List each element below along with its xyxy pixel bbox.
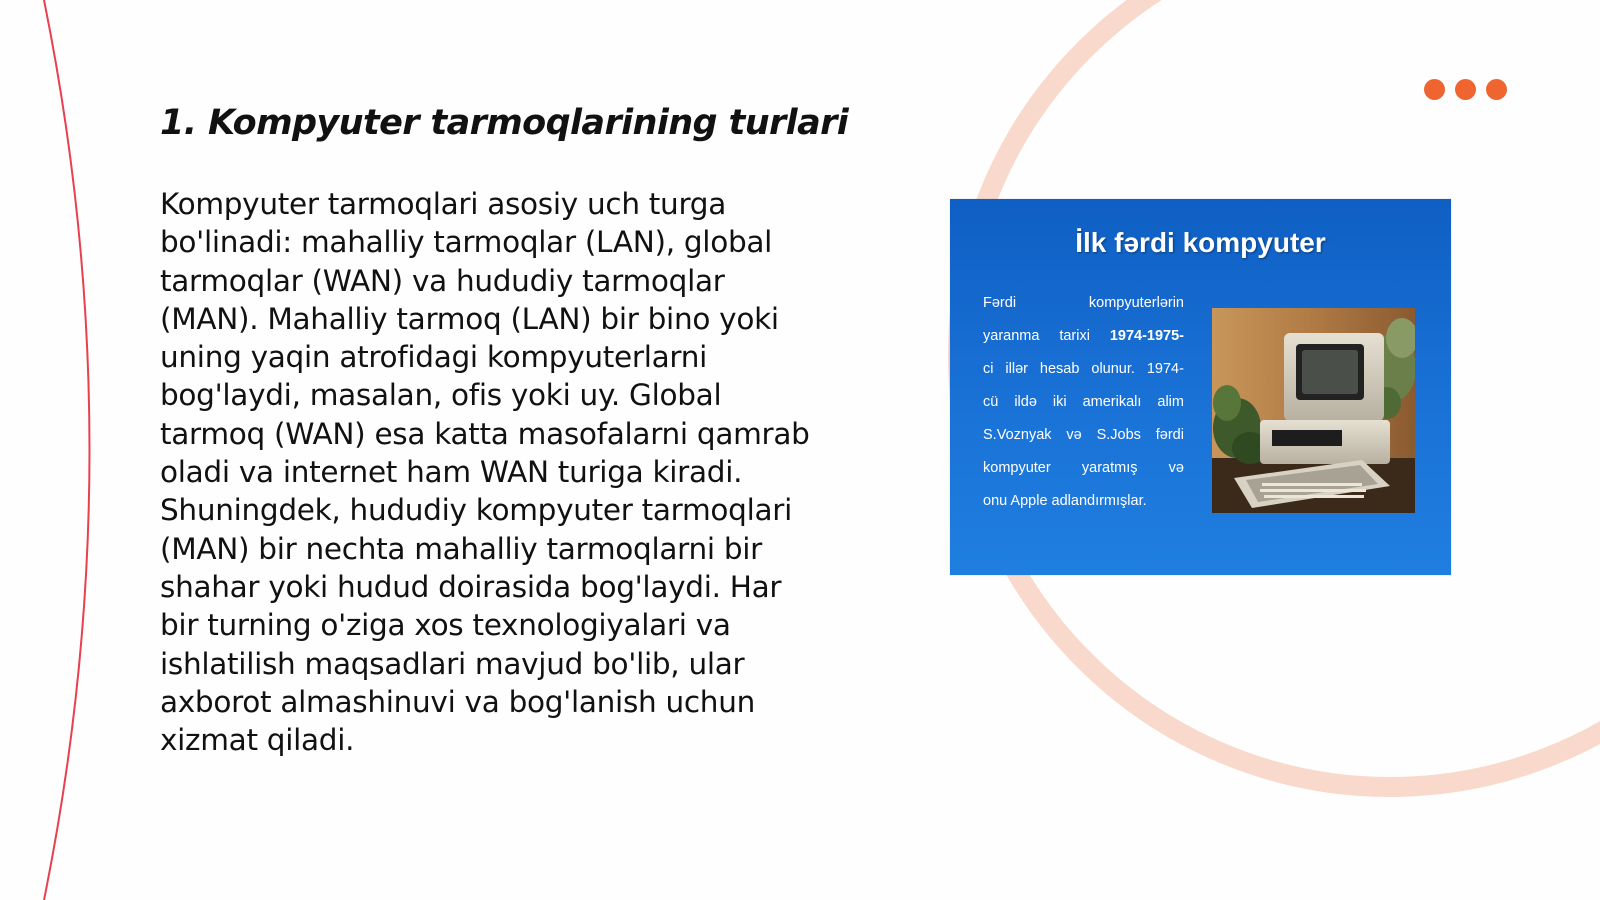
image-card-line [983,361,1184,377]
body-line: tarmoq (WAN) esa katta masofalarni qamrab [160,416,810,451]
word: 1974- [1146,361,1184,377]
body-line: tarmoqlar (WAN) va hududiy tarmoqlar [160,263,725,298]
body-line: bo'linadi: mahalliy tarmoqlar (LAN), global [160,225,773,260]
vintage-computer-photo [1212,308,1415,513]
image-card-line [983,328,1184,344]
left-red-curve [44,0,90,900]
first-personal-computer-image [950,199,1451,575]
word: alim [1157,394,1184,410]
word: və [1168,460,1184,476]
word: kompyuter [983,460,1051,476]
word: iki [1052,394,1067,410]
word: ci [983,361,994,377]
word: tarixi [1059,328,1090,344]
body-line: xizmat qiladi. [160,723,355,758]
image-card-title: İlk fərdi kompyuter [1075,227,1326,258]
word: və [1066,427,1082,443]
image-card-line [983,493,1184,509]
word: S.Voznyak [983,427,1052,443]
dot [1455,79,1476,100]
word: kompyuterlərin [1088,295,1184,311]
body-line: (MAN) bir nechta mahalliy tarmoqlarni bir [160,531,762,566]
word: onu Apple adlandırmışlar. [983,493,1147,509]
word: yaratmış [1081,460,1138,476]
body-line: Kompyuter tarmoqlari asosiy uch turga [160,187,726,221]
bold-years: 1974-1975- [1109,328,1184,344]
body-line: (MAN). Mahalliy tarmoq (LAN) bir bino yoki [160,301,779,336]
body-line: shahar yoki hudud doirasida bog'laydi. Har [160,569,782,604]
dot [1424,79,1445,100]
body-line: axborot almashinuvi va bog'lanish uchun [160,684,755,719]
body-line: oladi va internet ham WAN turiga kiradi. [160,455,743,490]
body-line: uning yaqin atrofidagi kompyuterlarni [160,340,707,375]
body-line: bir turning o'ziga xos texnologiyalari va [160,608,731,643]
more-dots-icon[interactable] [1424,79,1507,100]
image-card-line [983,460,1184,476]
dot [1486,79,1507,100]
body-line: ishlatilish maqsadlari mavjud bo'lib, ular [160,646,745,681]
word: S.Jobs [1096,427,1141,443]
slide-body-text [160,185,860,759]
body-line: bog'laydi, masalan, ofis yoki uy. Global [160,378,722,413]
word: cü [983,394,999,410]
word: illər [1005,361,1028,377]
word: olunur. [1091,361,1135,377]
image-card-line [983,295,1184,311]
word: amerikalı [1082,394,1142,410]
word: hesab [1039,361,1080,377]
image-card-line [983,427,1184,443]
word: ildə [1014,394,1037,410]
word: Fərdi [983,295,1017,311]
body-line: Shuningdek, hududiy kompyuter tarmoqlari [160,493,793,528]
word: fərdi [1155,427,1184,443]
image-card-line [983,394,1184,410]
slide-title: 1. Kompyuter tarmoqlarining turlari [160,103,849,143]
word: yaranma [983,328,1040,344]
